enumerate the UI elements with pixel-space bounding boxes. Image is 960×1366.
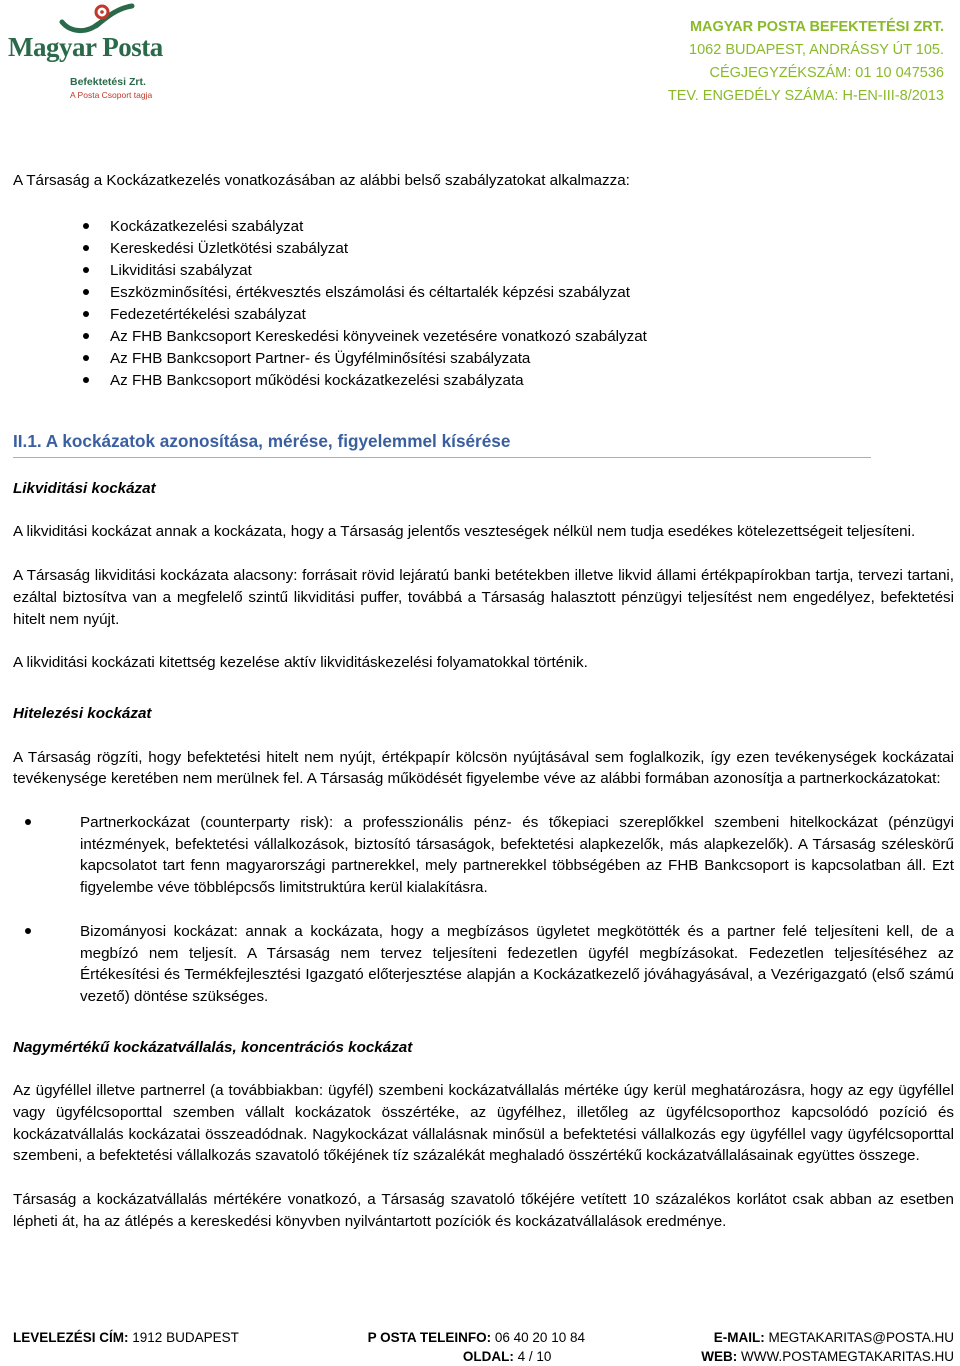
list-item: Fedezetértékelési szabályzat	[13, 304, 954, 326]
logo-tagline: A Posta Csoport tagja	[70, 90, 153, 100]
liquidity-paragraph-3: A likviditási kockázati kitettség kezelése aktív likviditáskezelési folyamatokkal történik.	[13, 654, 588, 672]
liquidity-heading: Likviditási kockázat	[13, 479, 156, 497]
list-item: Partnerkockázat (counterparty risk): a professzionális pénz- és tőkepiaci szereplőkkel szembeni hitelkockázat (pénzügyi intézmények, befektetési vállalkozások, biztosító társaságok, befektetési alapkezelők, más alapkezelők). A Társaság széleskörű kapcsolatot tart fenn magyarországi partnerekkel, mely partnerekkel többségében az FHB Bankcsoport is kapcsolatban áll. Ezt figyelembe véve többlépcsős limitstruktúra kerül kialakításra.	[13, 812, 954, 899]
credit-heading: Hitelezési kockázat	[13, 704, 152, 722]
bullet-icon	[83, 355, 89, 361]
document-body	[13, 170, 954, 1233]
list-item: Bizományosi kockázat: annak a kockázata, hogy a megbízásos ügyletet megkötötték és a partner felé teljesíteni kell, de a megbízó nem teljesít. A Társaság nem tervez teljesíteni fedezetlen ügyfél megbízásokat. Fedezetlen teljesítéséhez az Értékesítési és Termékfejlesztési Igazgató előterjesztése alapján a Kockázatkezelő jóváhagyásával, a Vezérigazgató (első számú vezető) döntése szükséges.	[13, 921, 954, 1008]
concentration-paragraph-2: Társaság a kockázatvállalás mértékére vonatkozó, a Társaság szavatoló tőkéjére vetített 10 százalékos korlátot csak abban az esetben lépheti át, ha az átlépés a kereskedési könyvben nyilvántartott pozíciók és kockázatvállalások eredménye.	[13, 1191, 954, 1230]
logo-subtitle: Befektetési Zrt.	[70, 76, 146, 88]
company-registration: CÉGJEGYZÉKSZÁM: 01 10 047536	[709, 65, 944, 81]
bullet-icon	[83, 311, 89, 317]
company-license: TEV. ENGEDÉLY SZÁMA: H-EN-III-8/2013	[667, 88, 944, 104]
footer-mail-address: LEVELEZÉSI CÍM: 1912 BUDAPEST	[13, 1330, 239, 1345]
concentration-paragraph-1: Az ügyféllel illetve partnerrel (a továbbiakban: ügyfél) szembeni kockázatvállalás mértéke úgy kerül meghatározásra, hogy az egy ügyféllel vagy ügyfélcsoporttal szemben vállalt kockázatok összértéke, az ügyfélhez, illetőleg az ügyfélcsoporthoz kapcsolódó pozíció és kockázatvállalás kockázatai összeadódnak. Nagykockázat vállalásnak minősül a befektetési vállalkozás egy ügyféllel vagy ügyfélcsoporttal szembeni, a befektetési vállalkozás szavatoló tőkéjének tíz százalékát meghaladó összértékű kockázatvállalásainak együttes összege.	[13, 1082, 954, 1165]
footer-email: E-MAIL: MEGTAKARITAS@POSTA.HU	[713, 1330, 954, 1345]
logo-title: Magyar Posta	[8, 32, 163, 62]
credit-paragraph-1: A Társaság rögzíti, hogy befektetési hitelt nem nyújt, értékpapír kölcsön nyújtásával sem foglalkozik, így ezen tevékenységek kockázatai tevékenysége keretében nem merülnek fel. A Társaság működését figyelembe véve az alábbi formában azonosítja a partnerkockázatokat:	[13, 748, 954, 788]
footer-web: WEB: WWW.POSTAMEGTAKARITAS.HU	[701, 1349, 954, 1364]
company-info	[668, 16, 944, 108]
credit-risk-list	[13, 812, 954, 1008]
page-footer	[13, 1328, 954, 1366]
list-item: Kereskedési Üzletkötési szabályzat	[13, 238, 954, 260]
bullet-icon	[83, 223, 89, 229]
list-item: Az FHB Bankcsoport Partner- és Ügyfélminősítési szabályzata	[13, 348, 954, 370]
concentration-heading: Nagymértékű kockázatvállalás, koncentrációs kockázat	[13, 1038, 413, 1056]
company-logo	[4, 2, 163, 100]
list-item: Eszközminősítési, értékvesztés elszámolási és céltartalék képzési szabályzat	[13, 282, 954, 304]
bullet-icon	[83, 333, 89, 339]
bullet-icon	[83, 267, 89, 273]
rules-list	[13, 216, 954, 392]
intro-text: A Társaság a Kockázatkezelés vonatkozásában az alábbi belső szabályzatokat alkalmazza:	[13, 172, 630, 189]
footer-row-2	[13, 1347, 954, 1366]
list-item: Az FHB Bankcsoport Kereskedési könyveinek vezetésére vonatkozó szabályzat	[13, 326, 954, 348]
liquidity-paragraph-2: A Társaság likviditási kockázata alacsony: forrásait rövid lejáratú banki betétekben illetve likvid állami értékpapírokban tartja, tervezi tartani, ezáltal biztosítva van a megfelelő szintű likviditási puffer, továbbá a Társaság halasztott pénzügyi teljesítést nem engedélyez, befektetési hitelt nem nyújt.	[13, 567, 954, 628]
company-name: MAGYAR POSTA BEFEKTETÉSI ZRT.	[689, 19, 944, 35]
bullet-icon	[25, 819, 31, 825]
liquidity-paragraph-1: A likviditási kockázat annak a kockázata, hogy a Társaság jelentős veszteségek nélkül nem tudja esedékes kötelezettségeit teljesíteni.	[13, 523, 916, 541]
bullet-icon	[83, 245, 89, 251]
bullet-icon	[83, 289, 89, 295]
list-item: Likviditási szabályzat	[13, 260, 954, 282]
list-item: Az FHB Bankcsoport működési kockázatkezelési szabályzata	[13, 370, 954, 392]
company-address: 1062 BUDAPEST, ANDRÁSSY ÚT 105.	[689, 42, 944, 58]
section-heading: II.1. A kockázatok azonosítása, mérése, figyelemmel kísérése	[13, 429, 871, 458]
bullet-icon	[25, 928, 31, 934]
footer-row-1	[13, 1328, 954, 1347]
footer-page-number: OLDAL: 4 / 10	[462, 1349, 552, 1364]
list-item: Kockázatkezelési szabályzat	[13, 216, 954, 238]
bullet-icon	[83, 377, 89, 383]
footer-teleinfo: P OSTA TELEINFO: 06 40 20 10 84	[367, 1330, 585, 1345]
